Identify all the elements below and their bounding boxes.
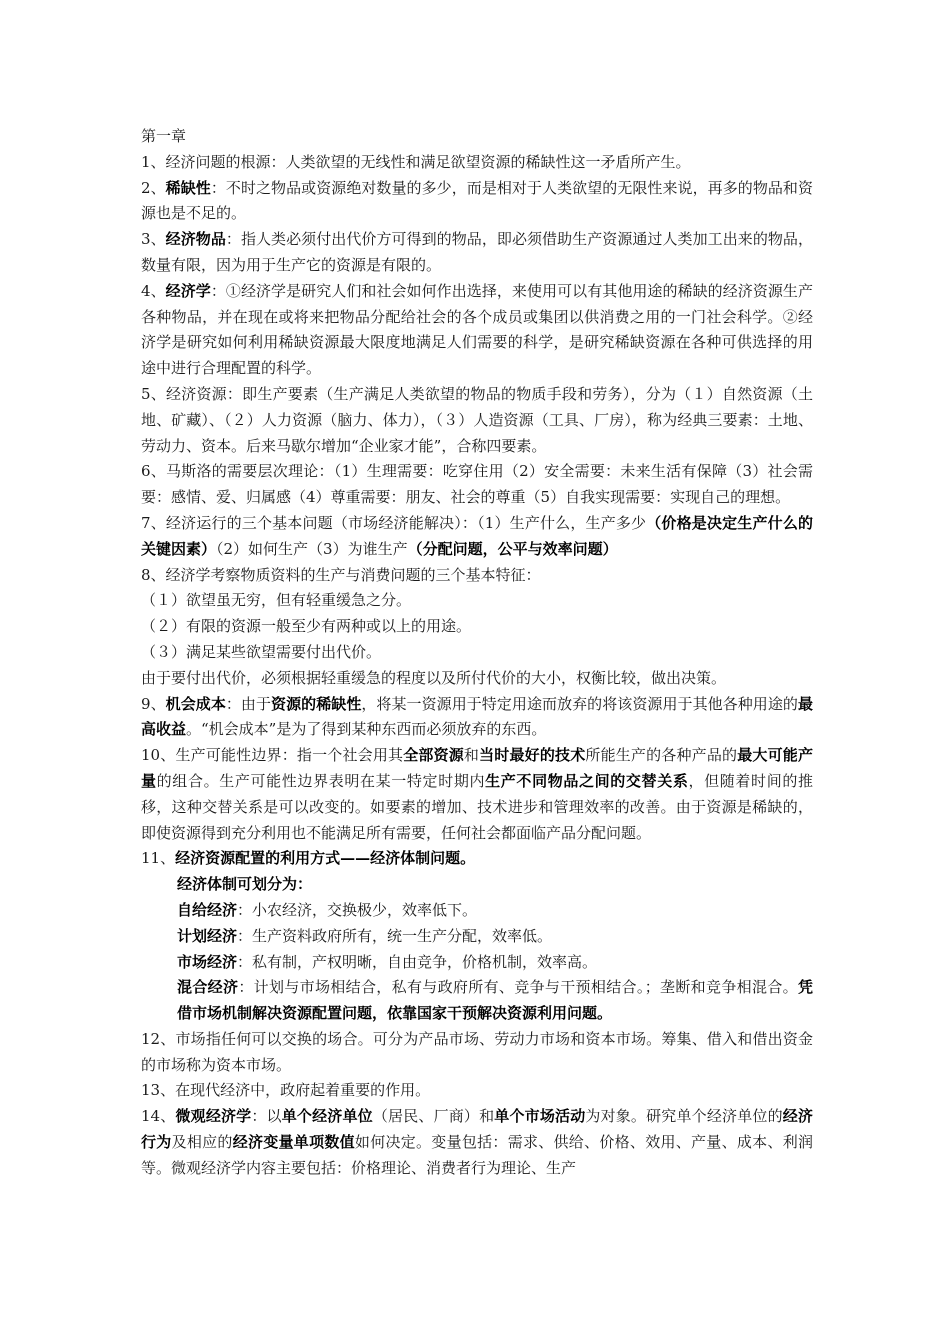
text-run: 11、: [141, 849, 176, 868]
text-run: ：由于: [225, 694, 272, 713]
document-page: [141, 124, 813, 1182]
text-run: 3、: [141, 230, 166, 249]
bold-text: （分配问题，公平与效率问题）: [407, 539, 618, 558]
paragraph: [141, 1078, 813, 1104]
bold-text: 经济变量单项数值: [232, 1133, 355, 1152]
text-run: （１）欲望虽无穷，但有轻重缓急之分。: [141, 591, 412, 610]
document-body: [141, 150, 813, 1182]
text-run: ：指人类必须付出代价方可得到的物品，即必须借助生产资源通过人类加工出来的物品，数量有限，因为用于生产它的资源是有限的。: [141, 230, 813, 274]
bold-text: 经济体制可划分为：: [177, 875, 313, 894]
bold-text: 当时最好的技术: [479, 746, 586, 765]
text-run: 7、经济运行的三个基本问题（市场经济能解决）：（1）生产什么，生产多少: [141, 513, 647, 532]
text-run: 4、: [141, 281, 166, 300]
text-run: （2）如何生产（3）为谁生产: [216, 539, 408, 558]
text-run: 的组合。生产可能性边界表明在某一特定时期内: [156, 771, 486, 790]
text-run: 8、经济学考察物质资料的生产与消费问题的三个基本特征：: [141, 565, 541, 584]
paragraph: [141, 614, 813, 640]
text-run: 及相应的: [171, 1133, 233, 1152]
paragraph: [141, 279, 813, 382]
bold-text: 微观经济学: [175, 1107, 252, 1126]
bold-text: 经济学: [165, 281, 211, 300]
paragraph: [141, 692, 813, 744]
paragraph: [141, 846, 813, 872]
bold-text: 计划经济: [177, 926, 238, 945]
bold-text: 单个经济单位: [281, 1107, 373, 1126]
bold-text: 生产不同物品之间的交替关系: [485, 771, 689, 790]
bold-text: 机会成本: [165, 694, 226, 713]
text-run: 2、: [141, 178, 166, 197]
text-run: ：不时之物品或资源绝对数量的多少，而是相对于人类欲望的无限性来说，再多的物品和资源也是不足的。: [141, 178, 813, 223]
text-run: ：生产资料政府所有，统一生产分配，效率低。: [237, 926, 553, 945]
paragraph: [141, 150, 813, 176]
text-run: 和: [463, 746, 480, 765]
text-run: 。“机会成本”是为了得到某种东西而必须放弃的东西。: [186, 720, 547, 739]
text-run: 14、: [141, 1107, 176, 1126]
bold-text: 经济物品: [165, 230, 226, 249]
text-run: 为对象。研究单个经济单位的: [585, 1107, 783, 1126]
text-run: 5、经济资源：即生产要素（生产满足人类欲望的物品的物质手段和劳务），分为（１）自然资源（土地、矿藏）、（２）人力资源（脑力、体力），（３）人造资源（工具、厂房），称为经典三要素：土地、劳动力、资本。后来马歇尔增加“企业家才能”，合称四要素。: [141, 384, 813, 455]
text-run: 10、生产可能性边界：指一个社会用其: [141, 746, 404, 765]
text-run: 如何决定。变量包括：需求、供给、价格、效用、产量、成本、利润等。微观经济学内容主要包括：价格理论、消费者行为理论、生产: [141, 1133, 813, 1177]
chapter-title: 第一章: [141, 127, 187, 145]
paragraph: [141, 563, 813, 589]
bold-text: （价格是决定生产什么的关键因素）: [141, 513, 813, 558]
text-run: ：小农经济，交换极少，效率低下。: [237, 900, 478, 919]
paragraph: [141, 666, 813, 692]
bold-text: 最高收益: [141, 694, 813, 739]
paragraph: [141, 227, 813, 279]
paragraph: [141, 898, 813, 924]
bold-text: 最大可能产量: [141, 746, 813, 790]
paragraph: [141, 459, 813, 511]
text-run: 6、马斯洛的需要层次理论：（1）生理需要：吃穿住用（2）安全需要：未来生活有保障（3）社会需要：感情、爱、归属感（4）尊重需要：朋友、社会的尊重（5）自我实现需要：实现自己的理想。: [141, 462, 813, 507]
paragraph: [141, 872, 813, 898]
paragraph: [141, 743, 813, 846]
text-run: ：以: [251, 1107, 282, 1126]
text-run: 1、经济问题的根源：人类欲望的无线性和满足欲望资源的稀缺性这一矛盾所产生。: [141, 152, 691, 171]
paragraph: [141, 382, 813, 459]
paragraph: [141, 511, 813, 563]
text-run: 12、市场指任何可以交换的场合。可分为产品市场、劳动力市场和资本市场。筹集、借入和借出资金的市场称为资本市场。: [141, 1029, 813, 1074]
bold-text: 自给经济: [177, 900, 238, 919]
text-run: ：私有制，产权明晰，自由竞争，价格机制，效率高。: [237, 952, 598, 971]
paragraph: [141, 1104, 813, 1181]
text-run: （２）有限的资源一般至少有两种或以上的用途。: [141, 617, 472, 636]
text-run: （３）满足某些欲望需要付出代价。: [141, 642, 382, 661]
paragraph: [141, 176, 813, 228]
bold-text: 经济行为: [141, 1107, 813, 1152]
bold-text: 经济资源配置的利用方式——经济体制问题。: [175, 849, 476, 868]
text-run: ，将某一资源用于特定用途而放弃的将该资源用于其他各种用途的: [361, 694, 798, 713]
text-run: ，但随着时间的推移，这种交替关系是可以改变的。如要素的增加、技术进步和管理效率的改善。由于资源是稀缺的，即使资源得到充分利用也不能满足所有需要，任何社会都面临产品分配问题。: [141, 771, 813, 842]
text-run: 所能生产的各种产品的: [585, 746, 738, 765]
paragraph: [141, 640, 813, 666]
text-run: ：①经济学是研究人们和社会如何作出选择，来使用可以有其他用途的稀缺的经济资源生产各种物品，并在现在或将来把物品分配给社会的各个成员或集团以供消费之用的一门社会科学。②经济学是研究如何利用稀缺资源最大限度地满足人们需要的科学，是研究稀缺资源在各种可供选择的用途中进行合理配置的科学。: [141, 281, 813, 378]
text-run: ：计划与市场相结合，私有与政府所有、竞争与干预相结合。；垄断和竞争相混合。: [238, 978, 798, 997]
bold-text: 资源的稀缺性: [271, 694, 362, 713]
bold-text: 混合经济: [177, 978, 239, 997]
paragraph: [141, 950, 813, 976]
bold-text: 单个市场活动: [494, 1107, 586, 1126]
paragraph: [141, 924, 813, 950]
bold-text: 稀缺性: [165, 178, 211, 197]
bold-text: 凭借市场机制解决资源配置问题，依靠国家干预解决资源利用问题。: [177, 978, 813, 1023]
bold-text: 全部资源: [403, 746, 464, 765]
text-run: （居民、厂商）和: [372, 1107, 495, 1126]
text-run: 9、: [141, 694, 166, 713]
paragraph: [141, 588, 813, 614]
paragraph: [141, 1027, 813, 1079]
paragraph: [141, 975, 813, 1027]
text-run: 由于要付出代价，必须根据轻重缓急的程度以及所付代价的大小，权衡比较，做出决策。: [141, 668, 727, 687]
text-run: 13、在现代经济中，政府起着重要的作用。: [141, 1081, 431, 1100]
bold-text: 市场经济: [177, 952, 238, 971]
